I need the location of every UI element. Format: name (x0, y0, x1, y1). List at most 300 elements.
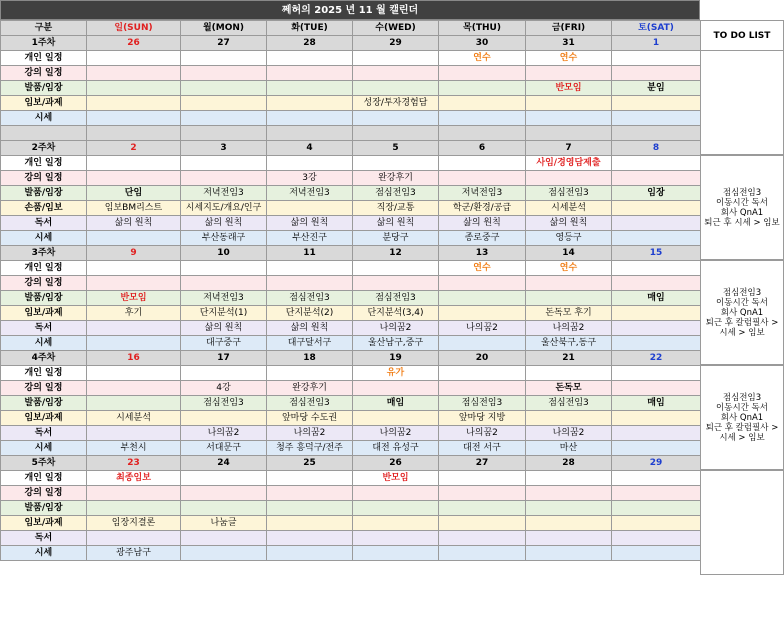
schedule-cell[interactable] (439, 381, 526, 396)
row-category-label[interactable]: 발품/임장 (1, 186, 87, 201)
date-cell[interactable]: 28 (267, 36, 353, 51)
schedule-cell[interactable] (439, 306, 526, 321)
schedule-cell[interactable] (87, 426, 181, 441)
schedule-cell[interactable] (439, 486, 526, 501)
date-cell[interactable]: 2 (87, 141, 181, 156)
schedule-cell[interactable] (87, 276, 181, 291)
schedule-cell[interactable] (439, 156, 526, 171)
date-cell[interactable]: 31 (526, 36, 612, 51)
schedule-cell[interactable] (526, 96, 612, 111)
schedule-cell[interactable] (267, 531, 353, 546)
row-category-label[interactable]: 독서 (1, 531, 87, 546)
date-cell[interactable]: 23 (87, 456, 181, 471)
schedule-cell[interactable]: 반모임 (87, 291, 181, 306)
date-cell[interactable]: 10 (181, 246, 267, 261)
date-cell[interactable]: 19 (353, 351, 439, 366)
schedule-cell[interactable] (526, 171, 612, 186)
schedule-cell[interactable] (439, 96, 526, 111)
schedule-cell[interactable]: 후기 (87, 306, 181, 321)
schedule-cell[interactable] (267, 66, 353, 81)
week-label[interactable]: 3주차 (1, 246, 87, 261)
schedule-cell[interactable] (353, 546, 439, 561)
schedule-cell[interactable]: 저녁전임3 (181, 291, 267, 306)
schedule-cell[interactable] (612, 306, 701, 321)
schedule-cell[interactable]: 연수 (439, 51, 526, 66)
schedule-cell[interactable]: 반모임 (353, 471, 439, 486)
date-cell[interactable]: 7 (526, 141, 612, 156)
schedule-cell[interactable]: 나눔글 (181, 516, 267, 531)
schedule-cell[interactable] (87, 51, 181, 66)
schedule-cell[interactable]: 삶의 원칙 (526, 216, 612, 231)
schedule-cell[interactable] (87, 96, 181, 111)
schedule-cell[interactable] (181, 411, 267, 426)
schedule-cell[interactable]: 저녁전임3 (439, 186, 526, 201)
row-category-label[interactable]: 개인 일정 (1, 471, 87, 486)
schedule-cell[interactable] (353, 501, 439, 516)
schedule-cell[interactable]: 영등구 (526, 231, 612, 246)
schedule-cell[interactable] (612, 471, 701, 486)
date-cell[interactable]: 27 (439, 456, 526, 471)
schedule-cell[interactable]: 삶의 원칙 (267, 321, 353, 336)
schedule-cell[interactable] (612, 336, 701, 351)
schedule-cell[interactable] (181, 126, 267, 141)
schedule-cell[interactable] (181, 471, 267, 486)
schedule-cell[interactable] (612, 516, 701, 531)
schedule-cell[interactable] (267, 81, 353, 96)
schedule-cell[interactable]: 학군/환경/공급 (439, 201, 526, 216)
schedule-cell[interactable]: 점심전임3 (526, 186, 612, 201)
row-category-label[interactable]: 발품/임장 (1, 291, 87, 306)
schedule-cell[interactable] (353, 156, 439, 171)
schedule-cell[interactable] (181, 66, 267, 81)
schedule-cell[interactable]: 부산진구 (267, 231, 353, 246)
schedule-cell[interactable] (87, 366, 181, 381)
schedule-cell[interactable]: 삶의 원칙 (87, 216, 181, 231)
schedule-cell[interactable] (612, 366, 701, 381)
date-cell[interactable]: 18 (267, 351, 353, 366)
schedule-cell[interactable] (439, 171, 526, 186)
schedule-cell[interactable] (612, 381, 701, 396)
schedule-cell[interactable] (439, 66, 526, 81)
date-cell[interactable]: 5 (353, 141, 439, 156)
date-cell[interactable]: 1 (612, 36, 701, 51)
schedule-cell[interactable] (181, 51, 267, 66)
row-category-label[interactable]: 강의 일정 (1, 486, 87, 501)
schedule-cell[interactable] (353, 66, 439, 81)
schedule-cell[interactable] (612, 171, 701, 186)
date-cell[interactable]: 26 (87, 36, 181, 51)
schedule-cell[interactable] (526, 531, 612, 546)
date-cell[interactable]: 26 (353, 456, 439, 471)
header-category[interactable]: 구분 (1, 21, 87, 36)
row-category-label[interactable]: 발품/임장 (1, 501, 87, 516)
row-category-label[interactable]: 시세 (1, 336, 87, 351)
week-label[interactable]: 1주차 (1, 36, 87, 51)
schedule-cell[interactable]: 대구중구 (181, 336, 267, 351)
schedule-cell[interactable]: 부산동래구 (181, 231, 267, 246)
schedule-cell[interactable]: 울산북구,동구 (526, 336, 612, 351)
schedule-cell[interactable] (181, 501, 267, 516)
schedule-cell[interactable]: 매임 (353, 396, 439, 411)
schedule-cell[interactable] (612, 501, 701, 516)
schedule-row (1, 531, 701, 546)
schedule-cell[interactable]: 돈독모 후기 (526, 306, 612, 321)
schedule-cell[interactable]: 유가 (353, 366, 439, 381)
schedule-cell[interactable]: 3강 (267, 171, 353, 186)
schedule-cell[interactable] (439, 276, 526, 291)
todo-box[interactable] (700, 260, 784, 365)
schedule-cell[interactable] (181, 276, 267, 291)
schedule-cell[interactable]: 서대문구 (181, 441, 267, 456)
schedule-cell[interactable] (526, 111, 612, 126)
schedule-cell[interactable] (353, 81, 439, 96)
schedule-cell[interactable] (87, 156, 181, 171)
row-category-label[interactable]: 개인 일정 (1, 156, 87, 171)
schedule-cell[interactable]: 단지분석(2) (267, 306, 353, 321)
schedule-row (1, 336, 701, 351)
schedule-cell[interactable]: 나의꿈2 (267, 426, 353, 441)
row-category-label[interactable]: 독서 (1, 321, 87, 336)
row-category-label[interactable]: 시세 (1, 231, 87, 246)
schedule-cell[interactable] (87, 126, 181, 141)
row-category-label[interactable]: 강의 일정 (1, 381, 87, 396)
schedule-cell[interactable]: 분임 (612, 81, 701, 96)
schedule-cell[interactable]: 완강후기 (353, 171, 439, 186)
schedule-cell[interactable] (526, 486, 612, 501)
row-category-label[interactable]: 발품/임장 (1, 81, 87, 96)
schedule-cell[interactable] (353, 516, 439, 531)
header-day-wed[interactable]: 수(WED) (353, 21, 439, 36)
schedule-cell[interactable]: 삶의 원칙 (439, 216, 526, 231)
schedule-cell[interactable]: 시세지도/개요/인구 (181, 201, 267, 216)
schedule-cell[interactable] (353, 111, 439, 126)
schedule-cell[interactable]: 단임 (87, 186, 181, 201)
row-category-label[interactable]: 강의 일정 (1, 276, 87, 291)
row-category-label[interactable]: 임보/과제 (1, 96, 87, 111)
schedule-cell[interactable]: 울산남구,중구 (353, 336, 439, 351)
schedule-cell[interactable] (612, 261, 701, 276)
schedule-cell[interactable] (612, 51, 701, 66)
schedule-cell[interactable] (87, 396, 181, 411)
schedule-cell[interactable] (612, 96, 701, 111)
header-day-mon[interactable]: 월(MON) (181, 21, 267, 36)
schedule-cell[interactable] (181, 96, 267, 111)
schedule-cell[interactable] (267, 486, 353, 501)
schedule-cell[interactable] (267, 261, 353, 276)
schedule-cell[interactable] (526, 366, 612, 381)
schedule-cell[interactable] (612, 546, 701, 561)
schedule-cell[interactable] (526, 291, 612, 306)
schedule-cell[interactable] (439, 81, 526, 96)
date-cell[interactable]: 24 (181, 456, 267, 471)
date-cell[interactable]: 28 (526, 456, 612, 471)
schedule-cell[interactable] (612, 66, 701, 81)
schedule-cell[interactable] (181, 156, 267, 171)
schedule-cell[interactable] (353, 276, 439, 291)
date-cell[interactable]: 4 (267, 141, 353, 156)
schedule-cell[interactable] (267, 111, 353, 126)
schedule-cell[interactable] (612, 126, 701, 141)
date-cell[interactable]: 13 (439, 246, 526, 261)
schedule-cell[interactable] (87, 66, 181, 81)
row-category-label[interactable]: 개인 일정 (1, 261, 87, 276)
header-day-sun[interactable]: 일(SUN) (87, 21, 181, 36)
schedule-cell[interactable] (267, 201, 353, 216)
schedule-cell[interactable] (267, 546, 353, 561)
schedule-cell[interactable]: 점심전임3 (267, 291, 353, 306)
schedule-cell[interactable] (181, 261, 267, 276)
schedule-cell[interactable]: 4강 (181, 381, 267, 396)
schedule-cell[interactable] (87, 81, 181, 96)
schedule-cell[interactable] (526, 276, 612, 291)
schedule-cell[interactable] (181, 366, 267, 381)
date-cell[interactable]: 11 (267, 246, 353, 261)
schedule-cell[interactable] (612, 111, 701, 126)
schedule-cell[interactable]: 종로중구 (439, 231, 526, 246)
schedule-cell[interactable]: 연수 (526, 51, 612, 66)
date-cell[interactable]: 3 (181, 141, 267, 156)
schedule-cell[interactable]: 점심전임3 (353, 291, 439, 306)
schedule-cell[interactable]: 최종임보 (87, 471, 181, 486)
week-label[interactable]: 2주차 (1, 141, 87, 156)
schedule-cell[interactable] (87, 111, 181, 126)
schedule-cell[interactable]: 삶의 원칙 (267, 216, 353, 231)
schedule-cell[interactable]: 부천시 (87, 441, 181, 456)
todo-box[interactable] (700, 155, 784, 260)
schedule-cell[interactable]: 저녁전임3 (181, 186, 267, 201)
schedule-cell[interactable]: 매임 (612, 396, 701, 411)
row-category-label[interactable]: 시세 (1, 546, 87, 561)
schedule-cell[interactable]: 마산 (526, 441, 612, 456)
schedule-cell[interactable] (612, 276, 701, 291)
schedule-cell[interactable]: 점심전임3 (439, 396, 526, 411)
schedule-cell[interactable]: 광주남구 (87, 546, 181, 561)
schedule-cell[interactable] (439, 531, 526, 546)
date-cell[interactable]: 15 (612, 246, 701, 261)
schedule-cell[interactable]: 나의꿈2 (181, 426, 267, 441)
schedule-cell[interactable] (267, 501, 353, 516)
schedule-cell[interactable] (612, 411, 701, 426)
schedule-cell[interactable] (181, 111, 267, 126)
schedule-cell[interactable] (87, 381, 181, 396)
row-category-label[interactable]: 임보/과제 (1, 516, 87, 531)
schedule-cell[interactable]: 삶의 원칙 (181, 321, 267, 336)
row-category-label[interactable]: 손품/임보 (1, 201, 87, 216)
schedule-cell[interactable] (181, 81, 267, 96)
todo-box[interactable] (700, 470, 784, 575)
schedule-cell[interactable]: 점심전임3 (181, 396, 267, 411)
schedule-cell[interactable]: 삶의 원칙 (353, 216, 439, 231)
date-cell[interactable]: 29 (612, 456, 701, 471)
schedule-cell[interactable] (87, 336, 181, 351)
schedule-cell[interactable]: 매임 (612, 291, 701, 306)
schedule-cell[interactable]: 단지분석(3,4) (353, 306, 439, 321)
schedule-cell[interactable] (87, 171, 181, 186)
schedule-cell[interactable] (612, 231, 701, 246)
schedule-cell[interactable] (87, 531, 181, 546)
schedule-cell[interactable]: 나의꿈2 (353, 321, 439, 336)
schedule-cell[interactable] (267, 96, 353, 111)
schedule-cell[interactable] (526, 66, 612, 81)
row-category-label[interactable] (1, 126, 87, 141)
schedule-cell[interactable] (526, 126, 612, 141)
schedule-cell[interactable] (439, 336, 526, 351)
date-cell[interactable]: 9 (87, 246, 181, 261)
schedule-cell[interactable] (87, 231, 181, 246)
row-category-label[interactable]: 개인 일정 (1, 51, 87, 66)
schedule-cell[interactable]: 사임/경영담제출 (526, 156, 612, 171)
schedule-cell[interactable]: 나의꿈2 (353, 426, 439, 441)
date-cell[interactable]: 17 (181, 351, 267, 366)
todo-box[interactable] (700, 50, 784, 155)
schedule-cell[interactable] (439, 471, 526, 486)
schedule-cell[interactable] (526, 411, 612, 426)
schedule-cell[interactable]: 성장/투자경험담 (353, 96, 439, 111)
schedule-cell[interactable] (612, 441, 701, 456)
schedule-cell[interactable] (87, 501, 181, 516)
schedule-cell[interactable] (267, 126, 353, 141)
schedule-cell[interactable] (353, 486, 439, 501)
schedule-cell[interactable]: 나의꿈2 (526, 321, 612, 336)
schedule-cell[interactable] (267, 516, 353, 531)
row-category-label[interactable]: 강의 일정 (1, 66, 87, 81)
schedule-cell[interactable] (612, 531, 701, 546)
week-label[interactable]: 5주차 (1, 456, 87, 471)
schedule-cell[interactable]: 직장/교통 (353, 201, 439, 216)
schedule-cell[interactable] (181, 531, 267, 546)
schedule-cell[interactable] (353, 51, 439, 66)
schedule-cell[interactable] (267, 366, 353, 381)
date-cell[interactable]: 8 (612, 141, 701, 156)
row-category-label[interactable]: 개인 일정 (1, 366, 87, 381)
schedule-cell[interactable] (439, 501, 526, 516)
schedule-cell[interactable]: 저녁전임3 (267, 186, 353, 201)
schedule-cell[interactable]: 임보BM리스트 (87, 201, 181, 216)
schedule-cell[interactable]: 삶의 원칙 (181, 216, 267, 231)
week-label[interactable]: 4주차 (1, 351, 87, 366)
schedule-cell[interactable] (439, 546, 526, 561)
row-category-label[interactable]: 임보/과제 (1, 411, 87, 426)
todo-item: 회사 QnA1 (720, 412, 764, 423)
row-category-label[interactable]: 독서 (1, 426, 87, 441)
schedule-cell[interactable] (353, 531, 439, 546)
date-cell[interactable]: 6 (439, 141, 526, 156)
schedule-cell[interactable]: 나의꿈2 (439, 426, 526, 441)
schedule-cell[interactable]: 반모임 (526, 81, 612, 96)
schedule-row (1, 321, 701, 336)
schedule-cell[interactable]: 연수 (526, 261, 612, 276)
schedule-cell[interactable]: 점심전임3 (353, 186, 439, 201)
schedule-cell[interactable]: 청주 흥덕구/전주 (267, 441, 353, 456)
schedule-cell[interactable]: 시세분석 (87, 411, 181, 426)
schedule-cell[interactable] (439, 111, 526, 126)
schedule-cell[interactable] (353, 381, 439, 396)
schedule-cell[interactable]: 점심전임3 (526, 396, 612, 411)
schedule-cell[interactable] (353, 126, 439, 141)
schedule-cell[interactable]: 점심전임3 (267, 396, 353, 411)
schedule-cell[interactable] (439, 516, 526, 531)
schedule-cell[interactable]: 완강후기 (267, 381, 353, 396)
schedule-cell[interactable] (526, 471, 612, 486)
schedule-cell[interactable]: 임장지결론 (87, 516, 181, 531)
schedule-cell[interactable] (87, 486, 181, 501)
schedule-cell[interactable] (612, 156, 701, 171)
date-cell[interactable]: 14 (526, 246, 612, 261)
calendar-grid (0, 20, 701, 561)
schedule-cell[interactable]: 돈독모 (526, 381, 612, 396)
schedule-cell[interactable]: 단지분석(1) (181, 306, 267, 321)
schedule-cell[interactable] (353, 411, 439, 426)
schedule-cell[interactable] (87, 261, 181, 276)
schedule-cell[interactable]: 나의꿈2 (526, 426, 612, 441)
date-cell[interactable]: 21 (526, 351, 612, 366)
row-category-label[interactable]: 임보/과제 (1, 306, 87, 321)
schedule-cell[interactable] (267, 471, 353, 486)
schedule-cell[interactable] (526, 501, 612, 516)
todo-box[interactable] (700, 365, 784, 470)
row-category-label[interactable]: 시세 (1, 111, 87, 126)
date-cell[interactable]: 25 (267, 456, 353, 471)
schedule-cell[interactable] (267, 51, 353, 66)
schedule-cell[interactable] (181, 546, 267, 561)
schedule-cell[interactable] (526, 546, 612, 561)
schedule-cell[interactable] (612, 486, 701, 501)
row-category-label[interactable]: 발품/임장 (1, 396, 87, 411)
date-cell[interactable]: 27 (181, 36, 267, 51)
schedule-cell[interactable] (181, 171, 267, 186)
date-cell[interactable]: 30 (439, 36, 526, 51)
date-cell[interactable]: 22 (612, 351, 701, 366)
schedule-cell[interactable] (353, 261, 439, 276)
schedule-cell[interactable]: 앞마당 지방 (439, 411, 526, 426)
schedule-cell[interactable]: 대전 유성구 (353, 441, 439, 456)
schedule-cell[interactable] (87, 321, 181, 336)
date-cell[interactable]: 16 (87, 351, 181, 366)
todo-list-header[interactable]: TO DO LIST (700, 20, 784, 51)
schedule-cell[interactable] (612, 201, 701, 216)
schedule-cell[interactable]: 분당구 (353, 231, 439, 246)
schedule-cell[interactable] (439, 366, 526, 381)
header-day-fri[interactable]: 금(FRI) (526, 21, 612, 36)
schedule-cell[interactable]: 앞마당 수도권 (267, 411, 353, 426)
schedule-cell[interactable]: 연수 (439, 261, 526, 276)
header-day-thu[interactable]: 목(THU) (439, 21, 526, 36)
schedule-cell[interactable] (612, 216, 701, 231)
header-day-sat[interactable]: 토(SAT) (612, 21, 701, 36)
schedule-cell[interactable]: 대전 서구 (439, 441, 526, 456)
schedule-cell[interactable] (612, 321, 701, 336)
date-cell[interactable]: 12 (353, 246, 439, 261)
schedule-cell[interactable] (439, 291, 526, 306)
date-cell[interactable]: 29 (353, 36, 439, 51)
date-cell[interactable]: 20 (439, 351, 526, 366)
schedule-cell[interactable]: 나의꿈2 (439, 321, 526, 336)
schedule-cell[interactable] (181, 486, 267, 501)
schedule-cell[interactable]: 임장 (612, 186, 701, 201)
row-category-label[interactable]: 강의 일정 (1, 171, 87, 186)
schedule-cell[interactable] (267, 156, 353, 171)
row-category-label[interactable]: 시세 (1, 441, 87, 456)
schedule-cell[interactable] (526, 516, 612, 531)
schedule-row (1, 231, 701, 246)
row-category-label[interactable]: 독서 (1, 216, 87, 231)
schedule-cell[interactable]: 대구달서구 (267, 336, 353, 351)
schedule-cell[interactable]: 시세분석 (526, 201, 612, 216)
schedule-cell[interactable] (267, 276, 353, 291)
header-day-tue[interactable]: 화(TUE) (267, 21, 353, 36)
schedule-cell[interactable] (612, 426, 701, 441)
schedule-cell[interactable] (439, 126, 526, 141)
